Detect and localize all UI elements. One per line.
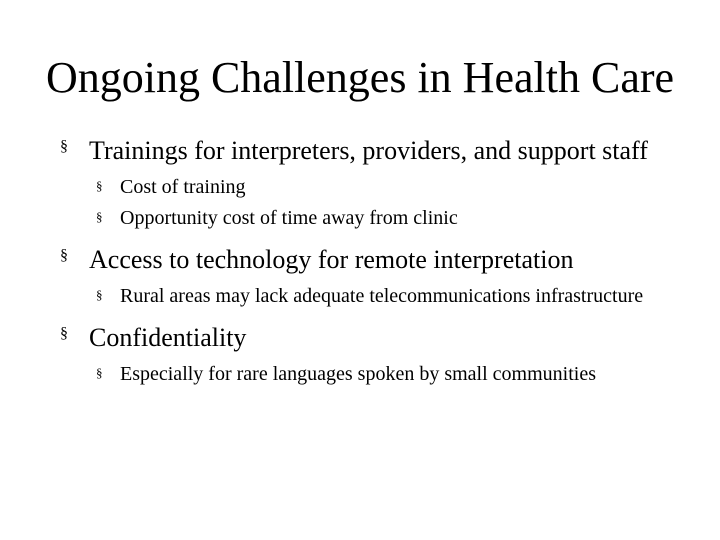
- bullet-marker-icon: §: [60, 325, 68, 342]
- bullet-text: Access to technology for remote interpretation: [89, 245, 574, 274]
- bullet-item: [60, 323, 660, 352]
- sub-bullet-marker-icon: §: [96, 178, 103, 193]
- sub-bullet-text: Rural areas may lack adequate telecommunications infrastructure: [120, 285, 644, 307]
- sub-bullet-text: Especially for rare languages spoken by small communities: [120, 363, 596, 385]
- sub-bullet-marker-icon: §: [96, 287, 103, 302]
- bullet-item: [60, 245, 660, 274]
- sub-bullet-item: [60, 284, 660, 309]
- bullet-marker-icon: §: [60, 247, 68, 264]
- sub-bullet-item: [60, 206, 660, 231]
- sub-bullet-text: Opportunity cost of time away from clinic: [120, 207, 458, 229]
- sub-bullet-marker-icon: §: [96, 365, 103, 380]
- bullet-text: Confidentiality: [89, 323, 247, 352]
- slide-title: Ongoing Challenges in Health Care: [45, 53, 675, 102]
- sub-bullet-item: [60, 175, 660, 200]
- bullet-marker-icon: §: [60, 138, 68, 155]
- sub-bullet-marker-icon: §: [96, 209, 103, 224]
- sub-bullet-text: Cost of training: [120, 176, 246, 198]
- bullet-item: [60, 136, 660, 165]
- bullet-list: [60, 136, 660, 393]
- bullet-text: Trainings for interpreters, providers, and support staff: [89, 136, 648, 165]
- sub-bullet-item: [60, 362, 660, 387]
